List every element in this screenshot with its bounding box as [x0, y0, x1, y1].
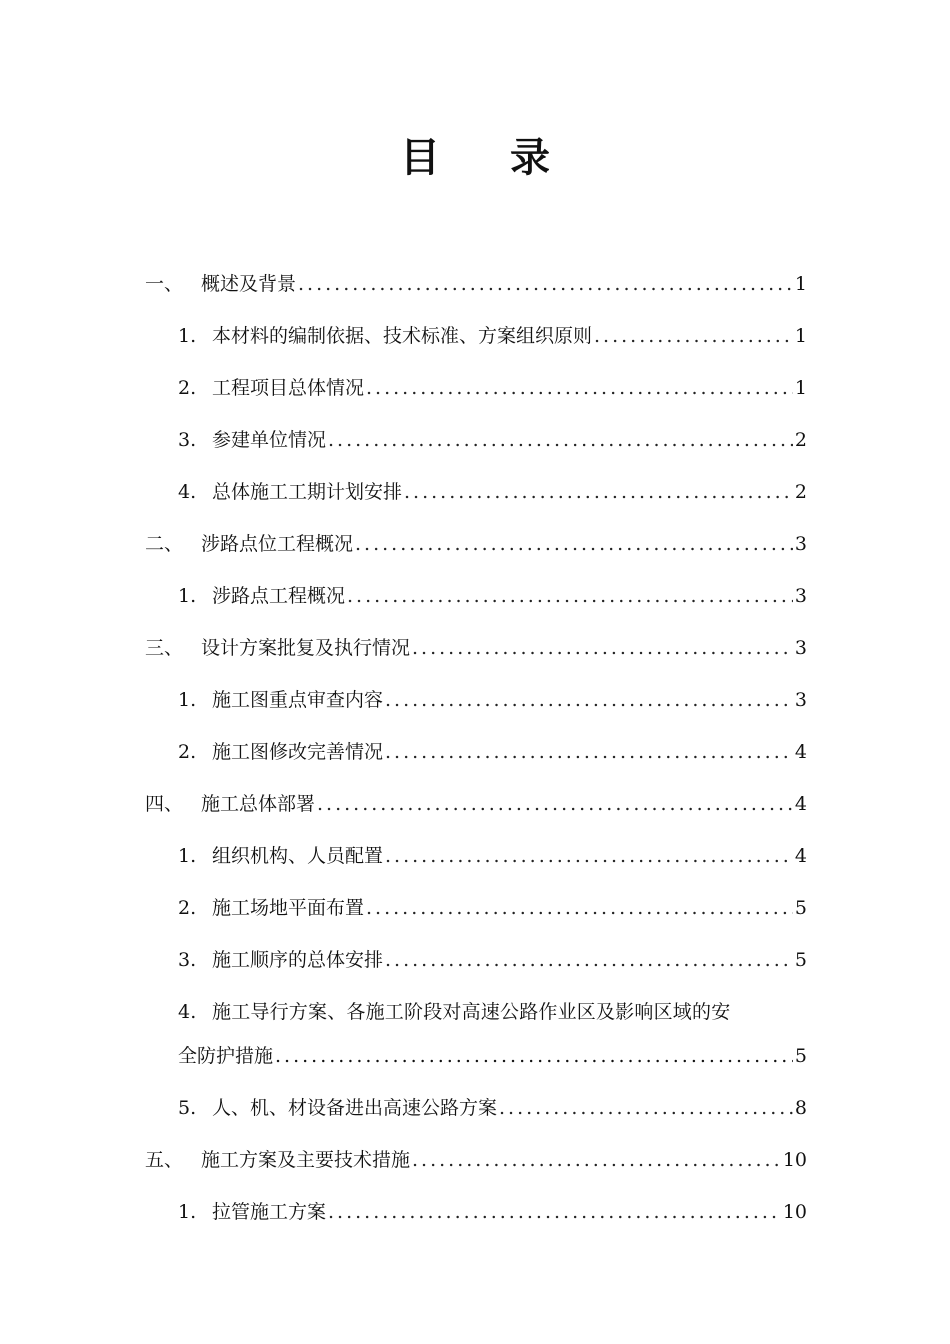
- toc-entry-number: 1.: [178, 585, 197, 607]
- toc-dot-leader: [355, 522, 793, 566]
- toc-entry-number: 三、: [145, 637, 184, 659]
- toc-entry-number: 4.: [178, 1001, 197, 1023]
- toc-entry-page: 8: [794, 1097, 807, 1119]
- toc-entry[interactable]: [145, 1086, 807, 1130]
- toc-entry-number: 五、: [145, 1149, 184, 1171]
- toc-entry[interactable]: [145, 366, 807, 410]
- toc-entry-number: 1.: [178, 325, 197, 347]
- toc-entry-title: 施工方案及主要技术措施: [201, 1149, 411, 1171]
- toc-entry[interactable]: [145, 990, 807, 1078]
- toc-entry[interactable]: [145, 834, 807, 878]
- toc-entry-title: 总体施工工期计划安排: [212, 481, 403, 503]
- toc-dot-leader: [385, 938, 793, 982]
- toc-entry-page: 2: [794, 429, 807, 451]
- toc-dot-leader: [328, 1190, 781, 1234]
- toc-entry-title: 参建单位情况: [212, 429, 327, 451]
- toc-entry-page: 10: [782, 1149, 807, 1171]
- toc-dot-leader: [499, 1086, 793, 1130]
- toc-entry-page: 5: [794, 897, 807, 919]
- toc-entry[interactable]: [145, 730, 807, 774]
- toc-entry-number: 二、: [145, 533, 184, 555]
- toc-dot-leader: [328, 418, 793, 462]
- toc-entry-number: 3.: [178, 429, 197, 451]
- toc-entry-page: 2: [794, 481, 807, 503]
- toc-dot-leader: [412, 626, 793, 670]
- toc-entry[interactable]: [145, 418, 807, 462]
- toc-entry-page: 5: [794, 1045, 807, 1067]
- toc-entry-page: 4: [794, 845, 807, 867]
- toc-entry-number: 一、: [145, 273, 184, 295]
- toc-entry[interactable]: [145, 1138, 807, 1182]
- toc-dot-leader: [317, 782, 793, 826]
- toc-entry-line: [145, 1034, 807, 1078]
- toc-entry-number: 3.: [178, 949, 197, 971]
- toc-entry-title: 施工图重点审查内容: [212, 689, 384, 711]
- toc-dot-leader: [347, 574, 793, 618]
- toc-entry-page: 1: [794, 273, 807, 295]
- toc-dot-leader: [594, 314, 793, 358]
- toc-entry[interactable]: [145, 262, 807, 306]
- toc-entry-page: 4: [794, 741, 807, 763]
- toc-entry-title: 本材料的编制依据、技术标准、方案组织原则: [212, 325, 593, 347]
- toc-entry-number: 2.: [178, 377, 197, 399]
- toc-entry[interactable]: [145, 886, 807, 930]
- toc-entry-title: 组织机构、人员配置: [212, 845, 384, 867]
- toc-entry[interactable]: [145, 626, 807, 670]
- toc-dot-leader: [366, 366, 793, 410]
- toc-entry[interactable]: [145, 938, 807, 982]
- toc-entry-page: 1: [794, 325, 807, 347]
- toc-entry[interactable]: [145, 1190, 807, 1234]
- toc-entry-title: 施工场地平面布置: [212, 897, 365, 919]
- toc-dot-leader: [366, 886, 793, 930]
- toc-entry-title: 施工导行方案、各施工阶段对高速公路作业区及影响区域的安: [212, 1001, 731, 1023]
- toc-list: [145, 262, 807, 1242]
- toc-entry-line: [178, 990, 807, 1034]
- toc-dot-leader: [385, 834, 793, 878]
- toc-entry[interactable]: [145, 470, 807, 514]
- toc-entry[interactable]: [145, 782, 807, 826]
- toc-dot-leader: [385, 730, 793, 774]
- toc-entry-title-continued: 全防护措施: [178, 1045, 274, 1067]
- toc-entry-title: 施工图修改完善情况: [212, 741, 384, 763]
- toc-dot-leader: [404, 470, 793, 514]
- toc-entry-number: 5.: [178, 1097, 197, 1119]
- toc-entry-page: 1: [794, 377, 807, 399]
- toc-entry-title: 施工总体部署: [201, 793, 316, 815]
- toc-entry[interactable]: [145, 522, 807, 566]
- toc-entry-page: 3: [794, 637, 807, 659]
- toc-dot-leader: [298, 262, 793, 306]
- toc-dot-leader: [385, 678, 793, 722]
- toc-entry-page: 5: [794, 949, 807, 971]
- toc-entry[interactable]: [145, 678, 807, 722]
- toc-entry-page: 3: [794, 533, 807, 555]
- toc-entry-page: 3: [794, 585, 807, 607]
- toc-entry-title: 涉路点位工程概况: [201, 533, 354, 555]
- toc-entry-number: 4.: [178, 481, 197, 503]
- toc-entry-title: 概述及背景: [201, 273, 297, 295]
- toc-entry-title: 人、机、材设备进出高速公路方案: [212, 1097, 498, 1119]
- toc-entry-page: 10: [782, 1201, 807, 1223]
- toc-entry-number: 1.: [178, 1201, 197, 1223]
- toc-entry-number: 1.: [178, 689, 197, 711]
- toc-entry-title: 拉管施工方案: [212, 1201, 327, 1223]
- toc-title: 目 录: [400, 134, 578, 181]
- toc-entry-number: 2.: [178, 741, 197, 763]
- toc-entry-number: 四、: [145, 793, 184, 815]
- toc-entry-page: 3: [794, 689, 807, 711]
- toc-entry-title: 工程项目总体情况: [212, 377, 365, 399]
- toc-entry-number: 1.: [178, 845, 197, 867]
- toc-entry-number: 2.: [178, 897, 197, 919]
- toc-entry-title: 设计方案批复及执行情况: [201, 637, 411, 659]
- toc-entry-title: 施工顺序的总体安排: [212, 949, 384, 971]
- toc-entry-title: 涉路点工程概况: [212, 585, 346, 607]
- toc-entry[interactable]: [145, 574, 807, 618]
- toc-dot-leader: [275, 1034, 793, 1078]
- toc-dot-leader: [412, 1138, 781, 1182]
- toc-entry-page: 4: [794, 793, 807, 815]
- toc-entry[interactable]: [145, 314, 807, 358]
